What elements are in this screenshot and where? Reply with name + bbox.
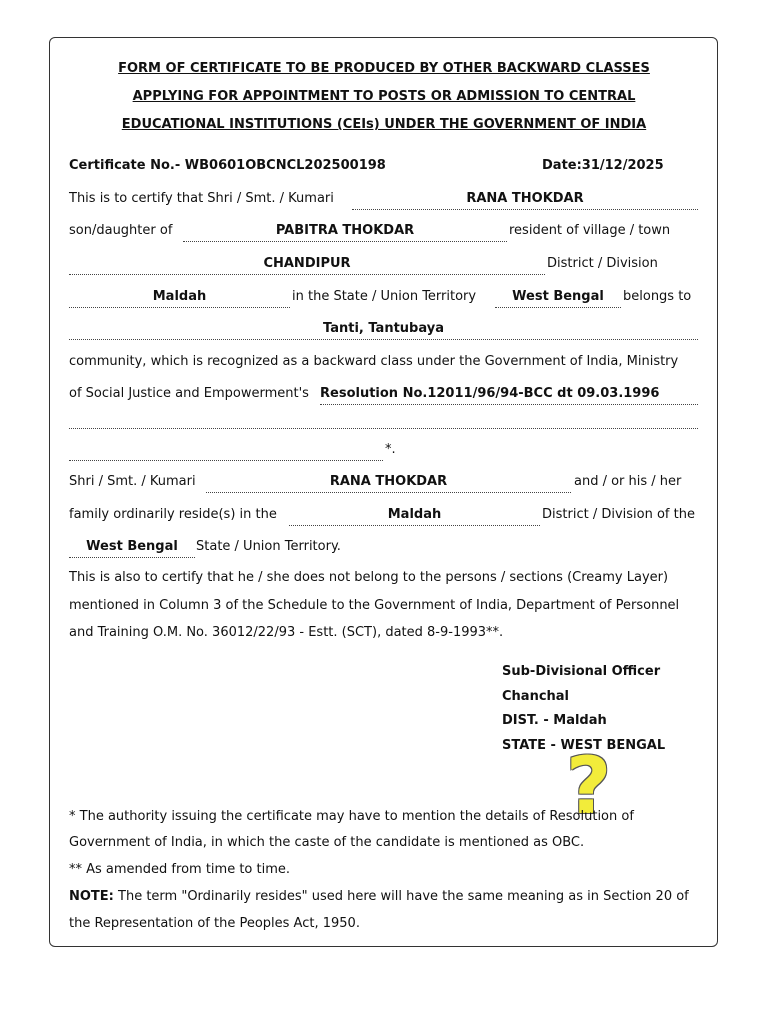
signatory-office: Chanchal — [502, 689, 570, 704]
footnote-1b: Government of India, in which the caste of the candidate is mentioned as OBC. — [69, 835, 585, 850]
village-field: CHANDIPUR — [69, 256, 545, 275]
parent-name-field: PABITRA THOKDAR — [183, 223, 507, 242]
question-mark-icon: ? — [566, 742, 612, 832]
resident-label: resident of village / town — [509, 223, 671, 238]
blank-line-short — [69, 442, 383, 461]
community-field: Tanti, Tantubaya — [69, 321, 698, 340]
certificate-number: Certificate No.- WB0601OBCNCL202500198 — [69, 158, 386, 173]
blank-line — [69, 410, 698, 429]
heading-line-1: FORM OF CERTIFICATE TO BE PRODUCED BY OTHER BACKWARD CLASSES — [118, 61, 650, 76]
footnote-1a: * The authority issuing the certificate may have to mention the details of Resolution of — [69, 809, 634, 824]
signatory-title: Sub-Divisional Officer — [502, 664, 661, 679]
certify-prefix: This is to certify that Shri / Smt. / Kumari — [69, 191, 334, 206]
and-label: and / or his / her — [574, 474, 682, 489]
state-field: West Bengal — [495, 289, 621, 308]
district-field-2: Maldah — [289, 507, 540, 526]
district-label: District / Division — [547, 256, 658, 271]
signatory-state: STATE - WEST BENGAL — [502, 738, 666, 753]
resolution-field: Resolution No.12011/96/94-BCC dt 09.03.1996 — [320, 386, 698, 405]
son-of-label: son/daughter of — [69, 223, 173, 238]
district-field: Maldah — [69, 289, 290, 308]
asterisk-mark: *. — [385, 442, 396, 457]
certificate-date: Date:31/12/2025 — [542, 158, 664, 173]
shri-label: Shri / Smt. / Kumari — [69, 474, 196, 489]
note-label: NOTE: — [69, 889, 114, 904]
creamy-layer-line-1: This is also to certify that he / she does not belong to the persons / sections (Creamy Layer) — [69, 570, 669, 585]
heading-line-2: APPLYING FOR APPOINTMENT TO POSTS OR ADMISSION TO CENTRAL — [132, 89, 636, 104]
note-line-1 — [69, 889, 689, 905]
note-text: The term "Ordinarily resides" used here will have the same meaning as in Section 20 of — [113, 889, 689, 904]
candidate-name-field-2: RANA THOKDAR — [206, 474, 571, 493]
state-ut-label: State / Union Territory. — [196, 539, 341, 554]
state-label: in the State / Union Territory — [292, 289, 477, 304]
state-field-2: West Bengal — [69, 539, 195, 558]
heading-line-3: EDUCATIONAL INSTITUTIONS (CEIs) UNDER THE GOVERNMENT OF INDIA — [121, 117, 647, 132]
community-text: community, which is recognized as a backward class under the Government of India, Ministry — [69, 354, 679, 369]
creamy-layer-line-3: and Training O.M. No. 36012/22/93 - Estt. (SCT), dated 8-9-1993**. — [69, 625, 504, 640]
signatory-district: DIST. - Maldah — [502, 713, 607, 728]
district-of-label: District / Division of the — [542, 507, 695, 522]
footnote-2: ** As amended from time to time. — [69, 862, 291, 877]
ministry-text: of Social Justice and Empowerment's — [69, 386, 309, 401]
family-label: family ordinarily reside(s) in the — [69, 507, 277, 522]
note-line-2: the Representation of the Peoples Act, 1950. — [69, 916, 360, 931]
candidate-name-field: RANA THOKDAR — [352, 191, 698, 210]
creamy-layer-line-2: mentioned in Column 3 of the Schedule to the Government of India, Department of Personnel — [69, 598, 680, 613]
belongs-label: belongs to — [623, 289, 692, 304]
